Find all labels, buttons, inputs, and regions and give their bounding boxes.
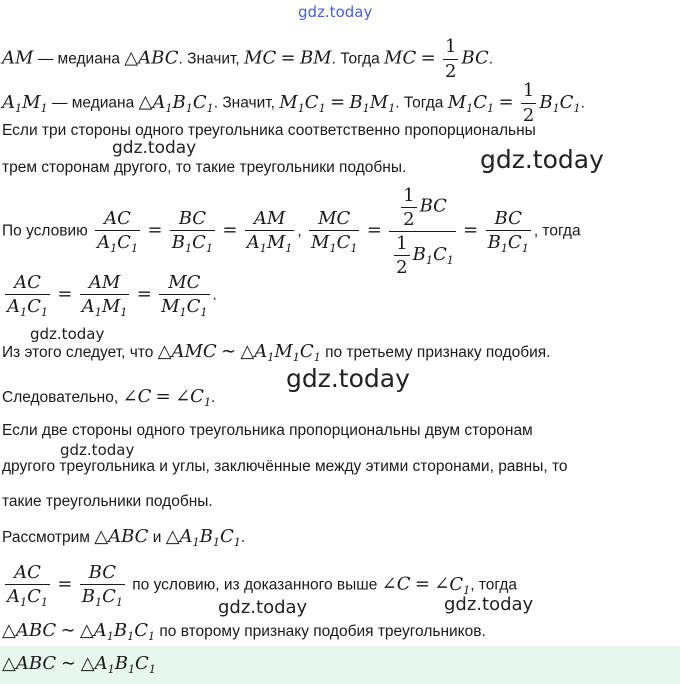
theorem-sss-line2: трем сторонам другого, то такие треугольники подобны.: [2, 159, 407, 176]
angle-equality: Следовательно, ∠C = $\angle C_1$.: [2, 386, 216, 409]
ratio-and-angle: $\frac{AC}{A_1C_1}$ = $\frac{BC}{B_1C_1}$ по условию, из доказанного выше ∠C = $\angle C_1$, тогда: [7, 562, 517, 609]
theorem-sas-line3: такие треугольники подобны.: [2, 493, 213, 510]
watermark: gdz.today: [480, 145, 604, 174]
median-statement-a1b1c1: $A_1M_1$ — медиана $\triangle A_1B_1C_1$. Значит, $M_1C_1 = B_1M_1$. Тогда $M_1C_1$ = $\frac{1}{2}$ $B_1C_1$.: [2, 80, 585, 126]
watermark: gdz.today: [60, 441, 135, 459]
watermark: gdz.today: [444, 594, 534, 615]
median-statement-abc: AM — медиана △ABC. Значит, MC = BM. Тогда MC = $\frac{1}{2}$ BC.: [2, 36, 494, 82]
watermark: gdz.today: [286, 364, 410, 393]
watermark: gdz.today: [298, 3, 373, 21]
consider-triangles: Рассмотрим △ABC и $\triangle A_1B_1C_1$.: [2, 526, 246, 549]
theorem-sas-line2: другого треугольника и углы, заключённые между этими сторонами, равны, то: [2, 458, 568, 475]
similarity-amc: Из этого следует, что △AMC ∼ $\triangle A_1M_1C_1$ по третьему признаку подобия.: [2, 341, 551, 364]
watermark: gdz.today: [218, 597, 308, 618]
theorem-sas-line1: Если две стороны одного треугольника пропорциональны двум сторонам: [2, 422, 533, 439]
answer-box: [0, 646, 680, 684]
ratio-equation: $\frac{AC}{A_1C_1}$ = $\frac{AM}{A_1M_1}$ = $\frac{MC}{M_1C_1}$ .: [7, 272, 217, 319]
watermark: gdz.today: [112, 138, 197, 158]
by-condition-equation: По условию $\frac{AC}{A_1C_1}$ = $\frac{BC}{B_1C_1}$ = $\frac{AM}{A_1M_1}$ , $\frac{MC}{M_1C_1}$ = $\frac{1}{2}$ BC $\frac{1}{2}$ $B_1C_1$ = $\frac{BC}{B_1C_1}$ , тогда: [2, 185, 581, 278]
conclusion-line: △ABC ∼ $\triangle A_1B_1C_1$ по второму признаку подобия треугольников.: [2, 620, 486, 643]
theorem-sss-line1: Если три стороны одного треугольника соответственно пропорциональны: [2, 122, 536, 139]
watermark: gdz.today: [30, 325, 105, 343]
answer-formula: △ABC ∼ $\triangle A_1B_1C_1$: [2, 653, 156, 676]
